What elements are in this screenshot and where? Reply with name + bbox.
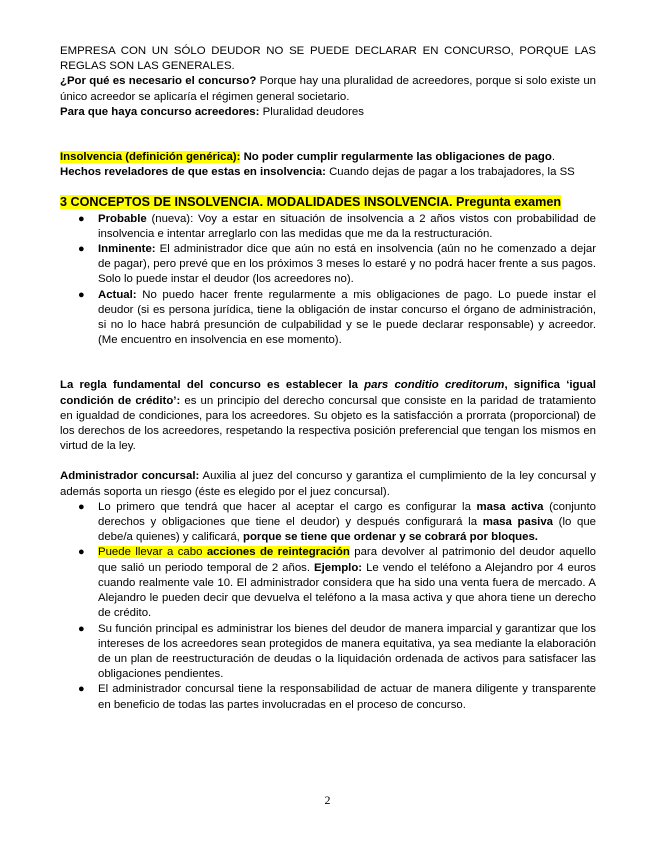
admin-text: Auxilia al juez del concurso y garantiza el cumplimiento de la ley concursal y además soporta un riesgo (éste es elegido por el juez concursal). <box>60 470 596 498</box>
bullet-icon: ● <box>78 622 85 635</box>
masa-activa-bold: masa activa <box>476 500 544 513</box>
ejemplo-bold: Ejemplo: <box>314 561 363 574</box>
paragraph-hechos <box>60 165 596 180</box>
paragraph-regla <box>60 378 596 454</box>
item-text: (lo que debe/a quienes) y calificará, <box>98 516 597 544</box>
item-text: (conjunto derechos y obligaciones que tiene el deudor) y después configurará la <box>98 500 596 529</box>
administrador-list <box>60 500 596 713</box>
conceptos-list <box>60 212 596 349</box>
paragraph-empresa <box>60 44 596 74</box>
paragraph-requisito <box>60 105 596 120</box>
page-number: 2 <box>324 793 331 807</box>
item-text: (nueva): Voy a estar en situación de insolvencia a 2 años vistos con probabilidad de insolvencia e intentar arreglarlo con las medidas que me da la restructuración. <box>98 212 596 240</box>
list-item <box>78 682 596 712</box>
document-page <box>60 44 596 713</box>
hechos-bold: Hechos reveladores de que estas en insolvencia: <box>60 166 326 179</box>
insolvencia-highlight: Insolvencia (definición genérica): <box>60 151 241 164</box>
item-text: No puedo hacer frente regularmente a mis obligaciones de pago. Lo puede instar el deudor (si es persona jurídica, tiene la obligación de instar concurso el órgano de administración, si no lo hace habrá presunción de culpabilidad y se le puede declarar responsable) y acreedor. (Me encuentro en insolvencia en ese momento). <box>98 288 596 347</box>
item-text: Le vendo el teléfono a Alejandro por 4 euros cuando realmente vale 10. El administrador considera que ha sido una venta fuera de mercado. A Alejandro le pueden decir que devuelva el teléfono a la masa activa y que ahora tiene un derecho de crédito. <box>98 561 597 620</box>
hechos-text: Cuando dejas de pagar a los trabajadores, la SS <box>325 166 575 179</box>
spacer <box>60 120 596 150</box>
section-heading: 3 CONCEPTOS DE INSOLVENCIA. MODALIDADES INSOLVENCIA. Pregunta examen <box>60 195 562 210</box>
item-text: Lo primero que tendrá que hacer al aceptar el cargo es configurar la <box>98 500 477 513</box>
spacer <box>60 348 596 378</box>
bullet-icon: ● <box>78 683 85 696</box>
regla-text: es un principio del derecho concursal que consiste en la paridad de tratamiento en igualdad de condiciones, para los acreedores. Su objeto es la satisfacción a prorrata (proporcional) de los derechos de los acreedores, respetando la respectiva posición preferencial que tengan los mismos en virtud de la ley. <box>60 394 596 453</box>
regla-latin-term: pars conditio creditorum <box>364 379 505 392</box>
insolvencia-end: . <box>551 151 555 164</box>
regla-bold-2: , significa ‘igual condición de crédito’: <box>60 379 596 407</box>
admin-bold: Administrador concursal: <box>60 470 200 483</box>
item-text: El administrador dice que aún no está en insolvencia (aún no he comenzado a dejar de pagar), pero prevé que en los próximos 3 meses lo estaré y no podrá hacer frente a sus pagos. Solo lo puede instar el deudor (los acreedores no). <box>98 243 596 286</box>
paragraph-por-que <box>60 74 596 104</box>
highlight-bold: acciones de reintegración <box>206 546 350 559</box>
item-text: El administrador concursal tiene la responsabilidad de actuar de manera diligente y transparente en beneficio de todas las partes involucradas en el proceso de concurso. <box>98 683 596 711</box>
item-bold: porque se tiene que ordenar y se cobrará por bloques. <box>243 531 538 544</box>
list-item <box>78 212 596 242</box>
requisito-text: Pluralidad deudores <box>259 105 364 118</box>
insolvencia-definition: No poder cumplir regularmente las obligaciones de pago <box>240 151 552 164</box>
item-bold: Actual: <box>98 288 137 301</box>
highlight-text: Puede llevar a cabo <box>98 546 207 559</box>
item-bold: Probable <box>98 212 147 225</box>
requisito-bold: Para que haya concurso acreedores: <box>60 105 260 118</box>
answer-text: Porque hay una pluralidad de acreedores, porque si solo existe un único acreedor se aplicaría el régimen general societario. <box>60 75 596 103</box>
item-text: Su función principal es administrar los bienes del deudor de manera imparcial y garantizar que los intereses de los acreedores sean protegidos de manera equitativa, ya sea mediante la elaboración de un plan de reestructuración de deudas o la liquidación ordenada de activos para satisfacer las obligaciones pendientes. <box>98 622 596 681</box>
paragraph-text: EMPRESA CON UN SÓLO DEUDOR NO SE PUEDE DECLARAR EN CONCURSO, PORQUE LAS REGLAS SON LAS GENERALES. <box>60 45 596 73</box>
bullet-icon: ● <box>78 212 85 225</box>
question-bold: ¿Por qué es necesario el concurso? <box>60 75 257 88</box>
paragraph-insolvencia <box>60 150 596 165</box>
list-item <box>78 545 597 621</box>
bullet-icon: ● <box>78 243 85 256</box>
bullet-icon: ● <box>78 288 85 301</box>
list-item <box>78 500 597 546</box>
masa-pasiva-bold: masa pasiva <box>482 516 553 529</box>
bullet-icon: ● <box>78 500 85 513</box>
regla-bold-1: La regla fundamental del concurso es establecer la <box>60 379 365 392</box>
paragraph-administrador <box>60 469 596 499</box>
spacer <box>60 454 596 469</box>
item-bold: Inminente: <box>98 243 156 256</box>
list-item <box>78 242 596 288</box>
list-item <box>78 622 596 683</box>
spacer <box>60 180 596 194</box>
bullet-icon: ● <box>78 546 85 559</box>
item-text: para devolver al patrimonio del deudor aquello que salió un periodo temporal de 2 años. <box>98 546 596 574</box>
list-item <box>78 288 596 349</box>
